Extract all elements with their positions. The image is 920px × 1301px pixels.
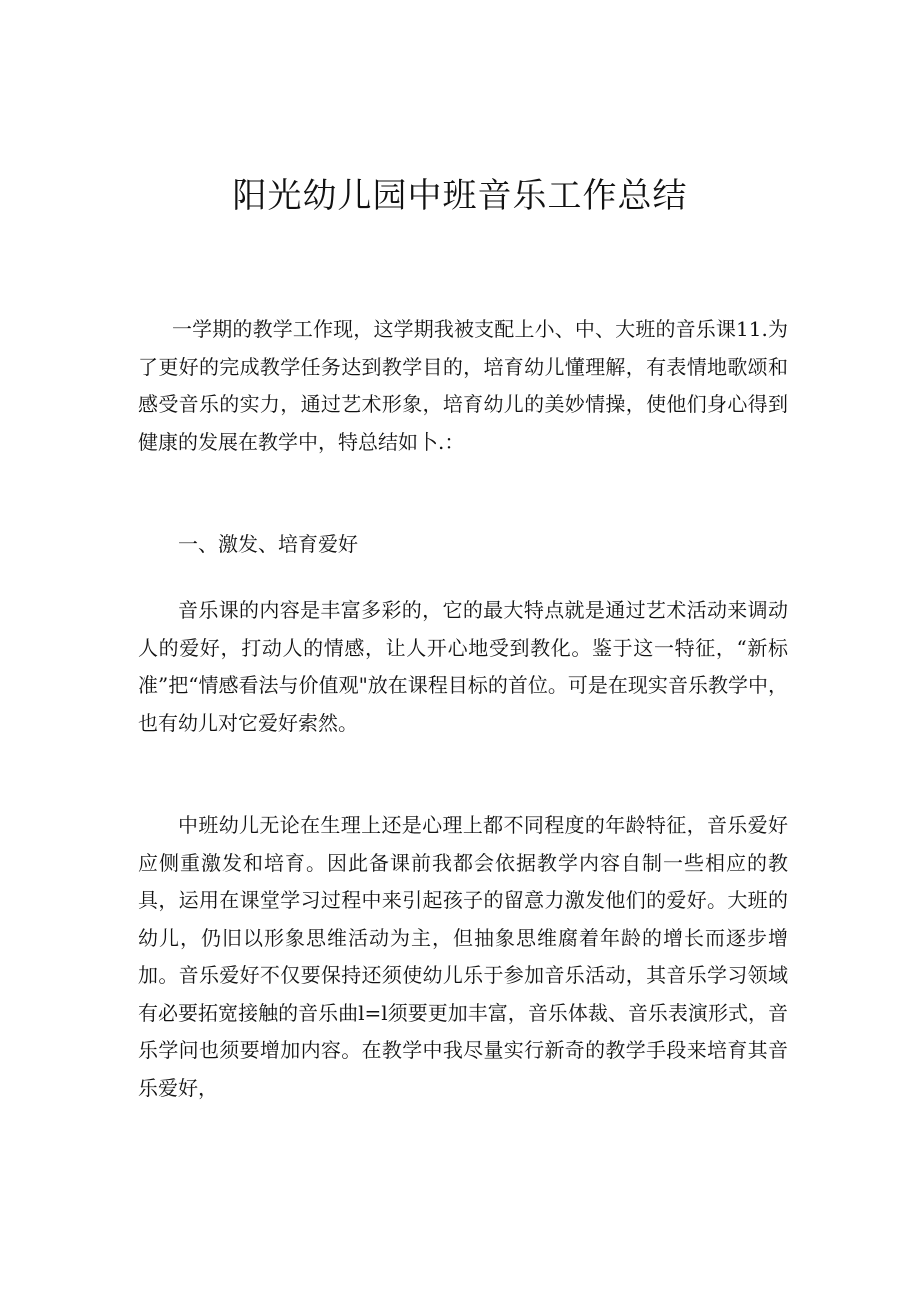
intro-paragraph: 一学期的教学工作现，这学期我被支配上小、中、大班的音乐课11.为了更好的完成教学任务达到教学目的，培育幼儿懂理解，有表情地歌颂和感受音乐的实力，通过艺术形象，培育幼儿的美妙情操，使他们身心得到健康的发展在教学中，特总结如卜.：: [138, 317, 788, 454]
page-title: 阳光幼儿园中班音乐工作总结: [232, 176, 688, 216]
body-paragraph-2: 中班幼儿无论在生理上还是心理上都不同程度的年龄特征，音乐爱好应侧重激发和培育。因此备课前我都会依据教学内容自制一些相应的教具，运用在课堂学习过程中来引起孩子的留意力激发他们的爱好。大班的幼儿，仍旧以形象思维活动为主，但抽象思维腐着年龄的增长而逐步增加。音乐爱好不仅要保持还须使幼儿乐于参加音乐活动，其音乐学习领域有必要拓宽接触的音乐曲l=l须要更加丰富，音乐体裁、音乐表演形式，音乐学问也须要增加内容。在教学中我尽量实行新奇的教学手段来培育其音乐爱好，: [138, 813, 788, 1100]
section-heading: 一、激发、培育爱好: [178, 532, 358, 556]
body-paragraph-1: 音乐课的内容是丰富多彩的，它的最大特点就是通过艺术活动来调动人的爱好，打动人的情感，让人开心地受到教化。鉴于这一特征，“新标准”把“情感看法与价值观"放在课程目标的首位。可是在现实音乐教学中，也有幼儿对它爱好索然。: [138, 598, 788, 735]
